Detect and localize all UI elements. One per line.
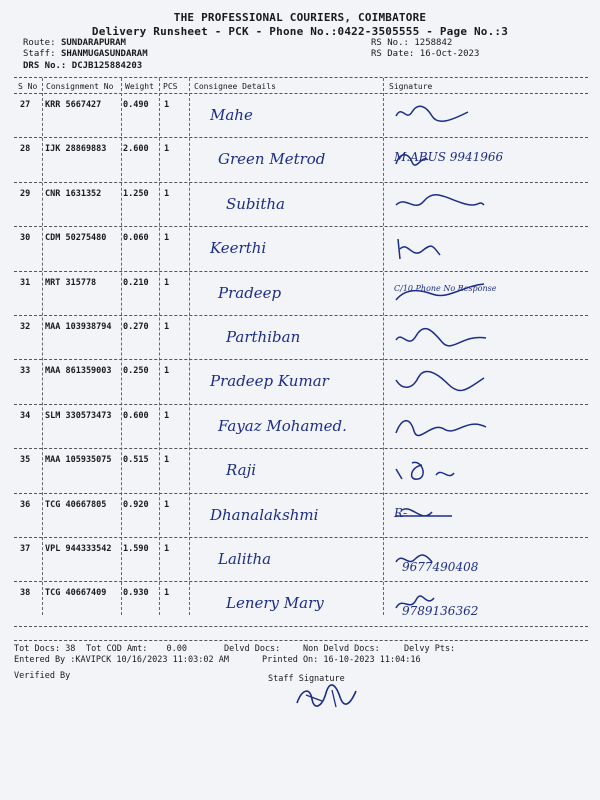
row-consignment-no: TCG 40667805: [45, 499, 107, 510]
drs-label: DRS No.:: [23, 61, 67, 71]
row-consignment-no: KRR 5667427: [45, 100, 102, 110]
totals-line: [14, 644, 75, 654]
row-sno: 27: [20, 100, 31, 110]
row-consignment-no: MAA 861359003: [45, 366, 112, 377]
row-pcs: 1: [164, 277, 170, 288]
signature-scribble: [392, 368, 492, 398]
row-consignee-handwritten: Pradeep Kumar: [210, 372, 329, 391]
row-sno: 33: [20, 366, 31, 377]
signature-scribble: [392, 413, 492, 443]
row-sno: 31: [20, 277, 31, 288]
non-delvd-docs-label: Non Delvd Docs:: [303, 644, 380, 654]
runsheet-subtitle: Delivery Runsheet - PCK - Phone No.:0422-3505555 - Page No.:3: [91, 25, 509, 38]
row-pcs: 1: [164, 588, 170, 599]
rs-date-label: RS Date:: [371, 49, 415, 59]
row-consignee-handwritten: Fayaz Mohamed.: [218, 416, 347, 435]
row-sno: 28: [20, 144, 31, 155]
row-sno: 36: [20, 499, 31, 510]
row-sno: 29: [20, 188, 31, 199]
row-consignment-no: CDM 50275480: [45, 233, 107, 244]
row-weight: 1.250: [123, 188, 149, 199]
printed-on-value: 16-10-2023 11:04:16: [323, 655, 421, 665]
row-signature-text: R-: [394, 505, 408, 520]
row-divider: [14, 182, 588, 183]
delvy-pts-label: Delvy Pts:: [404, 644, 456, 654]
row-sno: 35: [20, 455, 31, 466]
col-divider: [159, 78, 160, 615]
col-pcs: PCS: [163, 82, 178, 91]
header-rule-bottom: [14, 93, 588, 94]
row-consignment-no: VPL 944333542: [45, 544, 112, 554]
row-consignee-handwritten: Lalitha: [218, 550, 272, 568]
row-signature-text: M.ABUS 9941966: [394, 150, 504, 165]
tot-cod-value: 0.00: [166, 644, 188, 654]
row-divider: [14, 537, 588, 538]
row-weight: 0.490: [123, 100, 149, 110]
tot-docs-value: 38: [65, 644, 76, 654]
staff-label: Staff:: [23, 49, 56, 59]
col-consignee: Consignee Details: [194, 82, 276, 91]
row-sno: 30: [20, 233, 31, 244]
row-consignment-no: IJK 28869883: [45, 144, 107, 155]
row-divider: [14, 626, 588, 627]
row-weight: 0.920: [123, 499, 149, 510]
tot-cod-label: Tot COD Amt:: [86, 644, 148, 654]
col-sno: S No: [18, 82, 38, 91]
row-consignee-handwritten: Dhanalakshmi: [210, 505, 319, 524]
staff-signature-scribble: [292, 681, 362, 711]
delvd-docs-label: Delvd Docs:: [224, 644, 281, 654]
signature-scribble: [392, 457, 492, 487]
row-consignment-no: CNR 1631352: [45, 188, 102, 199]
staff-line: [23, 49, 148, 59]
rs-no-value: 1258842: [414, 38, 453, 48]
row-consignee-handwritten: Lenery Mary: [226, 594, 324, 613]
signature-scribble: [392, 191, 492, 221]
row-consignment-no: MRT 315778: [45, 277, 97, 288]
row-consignment-no: MAA 105935075: [45, 455, 112, 466]
route-label: Route:: [23, 38, 56, 48]
row-sno: 37: [20, 544, 31, 554]
row-weight: 0.250: [123, 366, 149, 377]
row-consignee-handwritten: Pradeep: [218, 283, 282, 302]
row-divider: [14, 448, 588, 449]
row-divider: [14, 315, 588, 316]
row-divider: [14, 271, 588, 272]
row-weight: 0.060: [123, 233, 149, 244]
row-divider: [14, 226, 588, 227]
col-divider: [121, 78, 122, 615]
row-consignment-no: SLM 330573473: [45, 410, 112, 421]
row-consignee-handwritten: Subitha: [226, 194, 285, 213]
row-weight: 0.930: [123, 588, 149, 599]
row-divider: [14, 137, 588, 138]
entered-by-value: KAVIPCK 10/16/2023 11:03:02 AM: [75, 655, 229, 665]
row-consignee-handwritten: Green Metrod: [218, 150, 326, 169]
col-divider: [383, 78, 384, 615]
row-signature-text: 9677490408: [402, 560, 479, 574]
entered-by-line: [14, 655, 229, 665]
row-pcs: 1: [164, 544, 170, 554]
row-consignment-no: TCG 40667409: [45, 588, 107, 599]
row-consignment-no: MAA 103938794: [45, 322, 112, 332]
row-pcs: 1: [164, 455, 170, 466]
row-weight: 0.210: [123, 277, 149, 288]
row-pcs: 1: [164, 233, 170, 244]
row-weight: 0.515: [123, 455, 149, 466]
row-sno: 38: [20, 588, 31, 599]
row-consignee-handwritten: Parthiban: [226, 328, 301, 346]
signature-scribble: [392, 324, 492, 354]
row-pcs: 1: [164, 410, 170, 421]
row-pcs: 1: [164, 188, 170, 199]
header-rule-top: [14, 77, 588, 78]
row-signature-text: C/10 Phone No Response: [394, 283, 497, 293]
rs-no-line: [371, 38, 452, 48]
row-divider: [14, 359, 588, 360]
drs-value: DCJB125884203: [71, 61, 143, 71]
company-title: THE PROFESSIONAL COURIERS, COIMBATORE: [173, 11, 427, 24]
row-pcs: 1: [164, 100, 170, 110]
tot-cod: [86, 644, 187, 654]
tot-docs-label: Tot Docs:: [14, 644, 61, 654]
col-consignment: Consignment No: [46, 82, 114, 91]
row-consignee-handwritten: Raji: [226, 461, 257, 480]
route-line: [23, 38, 126, 48]
row-pcs: 1: [164, 144, 170, 155]
signature-scribble: [392, 102, 492, 132]
row-signature-text: 9789136362: [402, 604, 479, 619]
row-consignee-handwritten: Mahe: [210, 106, 253, 124]
row-consignee-handwritten: Keerthi: [210, 239, 267, 258]
row-weight: 0.600: [123, 410, 149, 421]
row-pcs: 1: [164, 322, 170, 332]
col-divider: [42, 78, 43, 615]
signature-scribble: [392, 235, 492, 265]
row-divider: [14, 493, 588, 494]
row-divider: [14, 581, 588, 582]
entered-by-label: Entered By :: [14, 655, 76, 665]
row-divider: [14, 404, 588, 405]
row-sno: 32: [20, 322, 31, 332]
staff-signature-label: Staff Signature: [268, 674, 345, 684]
row-pcs: 1: [164, 366, 170, 377]
printed-on-line: [262, 655, 421, 665]
col-divider: [189, 78, 190, 615]
route-value: SUNDARAPURAM: [60, 38, 126, 48]
col-signature: Signature: [389, 82, 433, 91]
rs-date-line: [371, 49, 479, 59]
row-weight: 1.590: [123, 544, 149, 554]
printed-on-label: Printed On:: [262, 655, 319, 665]
footer-rule: [14, 640, 588, 641]
rs-date-value: 16-Oct-2023: [419, 49, 480, 59]
row-weight: 0.270: [123, 322, 149, 332]
rs-no-label: RS No.:: [371, 38, 409, 48]
row-sno: 34: [20, 410, 31, 421]
drs-line: [23, 61, 142, 71]
col-weight: Weight: [125, 82, 154, 91]
staff-value: SHANMUGASUNDARAM: [60, 49, 148, 59]
verified-by: Verified By: [14, 671, 71, 681]
row-weight: 2.600: [123, 144, 149, 155]
row-pcs: 1: [164, 499, 170, 510]
